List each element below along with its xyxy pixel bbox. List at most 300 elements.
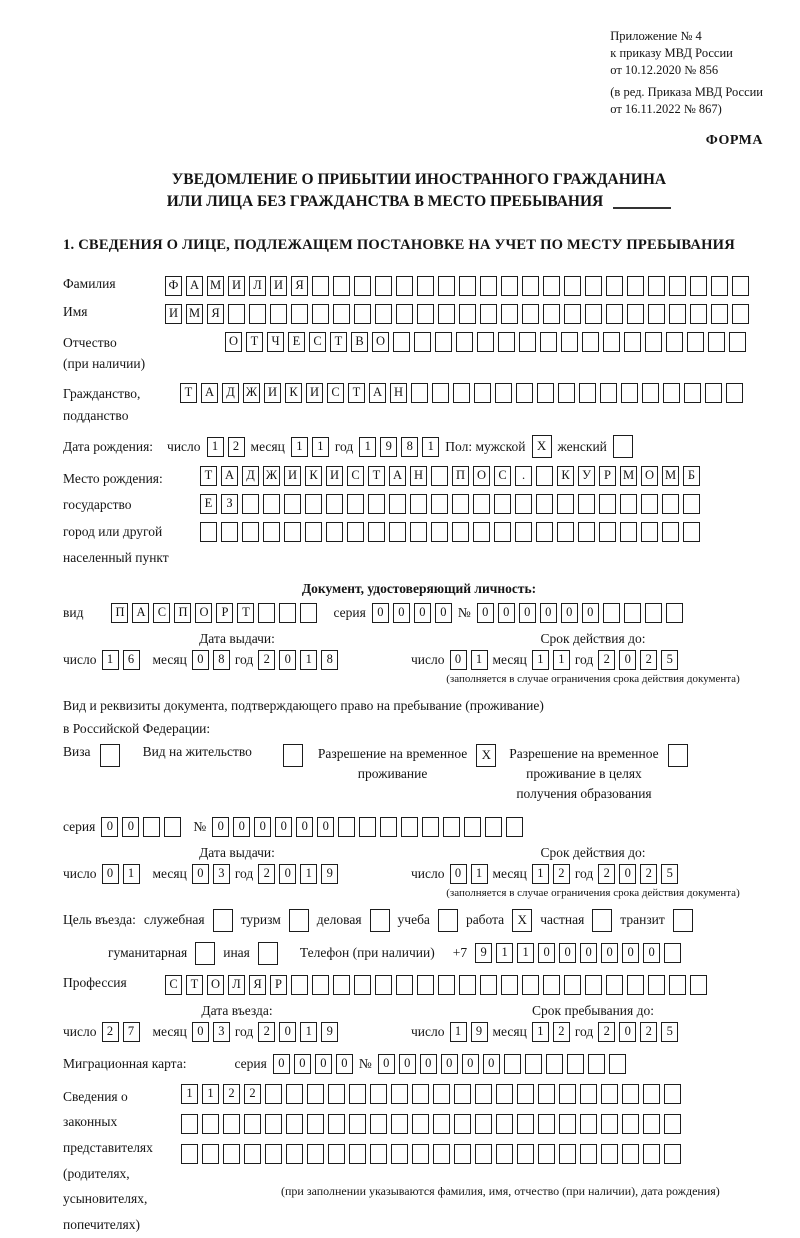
char-cell[interactable] <box>375 276 392 296</box>
char-cell[interactable] <box>501 975 518 995</box>
char-cell[interactable]: 1 <box>300 650 317 670</box>
char-cell[interactable]: И <box>165 304 182 324</box>
char-cell[interactable]: О <box>473 466 490 486</box>
char-cell[interactable] <box>579 383 596 403</box>
char-cell[interactable] <box>564 975 581 995</box>
char-cell[interactable] <box>627 276 644 296</box>
char-cell[interactable] <box>485 817 502 837</box>
char-cell[interactable] <box>223 1114 240 1134</box>
char-cell[interactable]: 0 <box>450 650 467 670</box>
char-cell[interactable]: 0 <box>450 864 467 884</box>
char-cell[interactable] <box>522 276 539 296</box>
char-cell[interactable]: Ж <box>263 466 280 486</box>
char-cell[interactable] <box>164 817 181 837</box>
char-cell[interactable] <box>624 332 641 352</box>
char-cell[interactable]: У <box>578 466 595 486</box>
char-cell[interactable] <box>603 332 620 352</box>
char-cell[interactable] <box>515 494 532 514</box>
char-cell[interactable]: 0 <box>315 1054 332 1074</box>
char-cell[interactable]: 0 <box>393 603 410 623</box>
char-cell[interactable] <box>286 1114 303 1134</box>
char-cell[interactable] <box>213 909 233 932</box>
char-cell[interactable] <box>305 494 322 514</box>
char-cell[interactable] <box>501 276 518 296</box>
temporary-permit-checkbox[interactable] <box>476 744 496 767</box>
char-cell[interactable]: 0 <box>601 943 618 963</box>
char-cell[interactable] <box>368 522 385 542</box>
purpose-humanitarian-checkbox[interactable] <box>195 942 215 965</box>
char-cell[interactable] <box>391 1114 408 1134</box>
char-cell[interactable] <box>540 332 557 352</box>
char-cell[interactable] <box>401 817 418 837</box>
char-cell[interactable]: 1 <box>450 1022 467 1042</box>
char-cell[interactable] <box>684 383 701 403</box>
char-cell[interactable] <box>195 942 215 965</box>
char-cell[interactable] <box>328 1084 345 1104</box>
char-cell[interactable]: 0 <box>414 603 431 623</box>
char-cell[interactable]: 0 <box>101 817 118 837</box>
char-cell[interactable] <box>412 1144 429 1164</box>
char-cell[interactable]: М <box>186 304 203 324</box>
char-cell[interactable] <box>643 1084 660 1104</box>
char-cell[interactable] <box>588 1054 605 1074</box>
char-cell[interactable]: 5 <box>661 650 678 670</box>
char-cell[interactable]: 1 <box>471 650 488 670</box>
char-cell[interactable] <box>393 332 410 352</box>
char-cell[interactable]: 0 <box>102 864 119 884</box>
char-cell[interactable] <box>333 975 350 995</box>
char-cell[interactable] <box>354 975 371 995</box>
char-cell[interactable] <box>543 276 560 296</box>
char-cell[interactable] <box>305 522 322 542</box>
char-cell[interactable] <box>536 494 553 514</box>
char-cell[interactable]: Р <box>270 975 287 995</box>
char-cell[interactable] <box>642 383 659 403</box>
char-cell[interactable]: 0 <box>519 603 536 623</box>
char-cell[interactable]: 0 <box>192 1022 209 1042</box>
char-cell[interactable] <box>333 304 350 324</box>
char-cell[interactable] <box>627 975 644 995</box>
char-cell[interactable]: 0 <box>275 817 292 837</box>
char-cell[interactable] <box>143 817 160 837</box>
char-cell[interactable] <box>265 1084 282 1104</box>
char-cell[interactable] <box>347 494 364 514</box>
char-cell[interactable]: Е <box>200 494 217 514</box>
char-cell[interactable] <box>368 494 385 514</box>
char-cell[interactable]: С <box>309 332 326 352</box>
char-cell[interactable]: 9 <box>471 1022 488 1042</box>
char-cell[interactable] <box>559 1144 576 1164</box>
char-cell[interactable] <box>557 522 574 542</box>
char-cell[interactable] <box>606 975 623 995</box>
purpose-private-checkbox[interactable] <box>592 909 612 932</box>
char-cell[interactable] <box>599 494 616 514</box>
char-cell[interactable] <box>501 304 518 324</box>
char-cell[interactable] <box>258 942 278 965</box>
char-cell[interactable] <box>286 1084 303 1104</box>
char-cell[interactable]: Т <box>246 332 263 352</box>
char-cell[interactable] <box>431 522 448 542</box>
purpose-official-checkbox[interactable] <box>213 909 233 932</box>
char-cell[interactable] <box>506 817 523 837</box>
char-cell[interactable] <box>480 975 497 995</box>
char-cell[interactable] <box>433 1084 450 1104</box>
char-cell[interactable]: 8 <box>321 650 338 670</box>
char-cell[interactable] <box>359 817 376 837</box>
char-cell[interactable] <box>582 332 599 352</box>
char-cell[interactable] <box>708 332 725 352</box>
char-cell[interactable]: 6 <box>123 650 140 670</box>
char-cell[interactable]: Р <box>599 466 616 486</box>
char-cell[interactable]: И <box>284 466 301 486</box>
char-cell[interactable] <box>711 304 728 324</box>
char-cell[interactable] <box>347 522 364 542</box>
char-cell[interactable]: . <box>515 466 532 486</box>
char-cell[interactable] <box>519 332 536 352</box>
char-cell[interactable] <box>729 332 746 352</box>
char-cell[interactable] <box>375 304 392 324</box>
char-cell[interactable]: Н <box>410 466 427 486</box>
char-cell[interactable] <box>648 276 665 296</box>
char-cell[interactable]: 0 <box>498 603 515 623</box>
char-cell[interactable] <box>410 522 427 542</box>
char-cell[interactable]: 1 <box>181 1084 198 1104</box>
char-cell[interactable]: 0 <box>559 943 576 963</box>
char-cell[interactable]: С <box>494 466 511 486</box>
char-cell[interactable] <box>354 276 371 296</box>
char-cell[interactable] <box>433 1144 450 1164</box>
purpose-work-checkbox[interactable] <box>512 909 532 932</box>
char-cell[interactable] <box>606 304 623 324</box>
char-cell[interactable]: 0 <box>192 650 209 670</box>
char-cell[interactable] <box>726 383 743 403</box>
char-cell[interactable]: В <box>351 332 368 352</box>
char-cell[interactable]: О <box>195 603 212 623</box>
char-cell[interactable]: 2 <box>258 650 275 670</box>
char-cell[interactable] <box>389 494 406 514</box>
char-cell[interactable] <box>641 522 658 542</box>
char-cell[interactable]: 0 <box>462 1054 479 1074</box>
char-cell[interactable]: 0 <box>420 1054 437 1074</box>
char-cell[interactable]: Я <box>291 276 308 296</box>
char-cell[interactable] <box>558 383 575 403</box>
char-cell[interactable] <box>711 276 728 296</box>
char-cell[interactable]: 0 <box>296 817 313 837</box>
char-cell[interactable] <box>452 494 469 514</box>
char-cell[interactable]: П <box>452 466 469 486</box>
char-cell[interactable]: М <box>207 276 224 296</box>
char-cell[interactable] <box>515 522 532 542</box>
char-cell[interactable] <box>242 522 259 542</box>
char-cell[interactable]: 8 <box>213 650 230 670</box>
purpose-transit-checkbox[interactable] <box>673 909 693 932</box>
char-cell[interactable] <box>221 522 238 542</box>
char-cell[interactable] <box>223 1144 240 1164</box>
char-cell[interactable] <box>411 383 428 403</box>
gender-female-checkbox[interactable] <box>613 435 633 458</box>
char-cell[interactable] <box>422 817 439 837</box>
char-cell[interactable]: Д <box>222 383 239 403</box>
char-cell[interactable] <box>620 522 637 542</box>
char-cell[interactable]: А <box>132 603 149 623</box>
char-cell[interactable] <box>333 276 350 296</box>
char-cell[interactable]: 0 <box>254 817 271 837</box>
char-cell[interactable] <box>622 1114 639 1134</box>
char-cell[interactable] <box>613 435 633 458</box>
char-cell[interactable] <box>543 975 560 995</box>
char-cell[interactable] <box>705 383 722 403</box>
char-cell[interactable]: Ж <box>243 383 260 403</box>
char-cell[interactable]: 9 <box>380 437 397 457</box>
char-cell[interactable]: 0 <box>279 650 296 670</box>
char-cell[interactable]: 0 <box>378 1054 395 1074</box>
char-cell[interactable]: 0 <box>212 817 229 837</box>
char-cell[interactable]: А <box>221 466 238 486</box>
char-cell[interactable]: 7 <box>123 1022 140 1042</box>
char-cell[interactable]: О <box>372 332 389 352</box>
char-cell[interactable]: С <box>327 383 344 403</box>
char-cell[interactable]: 1 <box>422 437 439 457</box>
char-cell[interactable] <box>181 1114 198 1134</box>
char-cell[interactable]: 0 <box>279 864 296 884</box>
education-permit-checkbox[interactable] <box>668 744 688 767</box>
char-cell[interactable]: 0 <box>540 603 557 623</box>
char-cell[interactable]: Д <box>242 466 259 486</box>
char-cell[interactable]: 0 <box>441 1054 458 1074</box>
char-cell[interactable]: Т <box>200 466 217 486</box>
char-cell[interactable] <box>326 522 343 542</box>
char-cell[interactable]: 2 <box>553 1022 570 1042</box>
char-cell[interactable] <box>666 332 683 352</box>
char-cell[interactable] <box>326 494 343 514</box>
char-cell[interactable] <box>496 1084 513 1104</box>
char-cell[interactable] <box>536 522 553 542</box>
char-cell[interactable] <box>669 975 686 995</box>
char-cell[interactable] <box>578 494 595 514</box>
char-cell[interactable] <box>380 817 397 837</box>
char-cell[interactable]: 0 <box>233 817 250 837</box>
char-cell[interactable] <box>585 276 602 296</box>
char-cell[interactable] <box>664 1144 681 1164</box>
char-cell[interactable] <box>648 975 665 995</box>
char-cell[interactable]: 2 <box>598 1022 615 1042</box>
char-cell[interactable] <box>690 975 707 995</box>
char-cell[interactable]: 1 <box>532 864 549 884</box>
char-cell[interactable]: 0 <box>399 1054 416 1074</box>
char-cell[interactable] <box>666 603 683 623</box>
char-cell[interactable]: М <box>620 466 637 486</box>
char-cell[interactable] <box>580 1144 597 1164</box>
char-cell[interactable] <box>459 304 476 324</box>
purpose-business-checkbox[interactable] <box>370 909 390 932</box>
char-cell[interactable]: 0 <box>619 1022 636 1042</box>
char-cell[interactable]: 1 <box>291 437 308 457</box>
char-cell[interactable] <box>454 1084 471 1104</box>
char-cell[interactable] <box>417 304 434 324</box>
char-cell[interactable] <box>289 909 309 932</box>
char-cell[interactable] <box>279 603 296 623</box>
char-cell[interactable] <box>498 332 515 352</box>
char-cell[interactable] <box>732 276 749 296</box>
char-cell[interactable] <box>202 1144 219 1164</box>
char-cell[interactable] <box>452 522 469 542</box>
char-cell[interactable]: 3 <box>213 1022 230 1042</box>
char-cell[interactable]: X <box>512 909 532 932</box>
char-cell[interactable] <box>375 975 392 995</box>
char-cell[interactable] <box>258 603 275 623</box>
char-cell[interactable] <box>338 817 355 837</box>
visa-checkbox[interactable] <box>100 744 120 767</box>
char-cell[interactable]: Ф <box>165 276 182 296</box>
char-cell[interactable]: 0 <box>619 650 636 670</box>
char-cell[interactable] <box>391 1144 408 1164</box>
char-cell[interactable]: 1 <box>300 864 317 884</box>
residence-permit-checkbox[interactable] <box>283 744 303 767</box>
char-cell[interactable] <box>627 304 644 324</box>
char-cell[interactable] <box>496 1114 513 1134</box>
char-cell[interactable]: 0 <box>619 864 636 884</box>
char-cell[interactable] <box>645 603 662 623</box>
char-cell[interactable] <box>525 1054 542 1074</box>
char-cell[interactable] <box>438 909 458 932</box>
char-cell[interactable]: 0 <box>580 943 597 963</box>
char-cell[interactable]: 1 <box>102 650 119 670</box>
char-cell[interactable] <box>228 304 245 324</box>
char-cell[interactable] <box>200 522 217 542</box>
char-cell[interactable] <box>242 494 259 514</box>
char-cell[interactable] <box>433 1114 450 1134</box>
char-cell[interactable] <box>546 1054 563 1074</box>
char-cell[interactable]: И <box>264 383 281 403</box>
char-cell[interactable]: К <box>557 466 574 486</box>
char-cell[interactable]: Е <box>288 332 305 352</box>
char-cell[interactable] <box>517 1144 534 1164</box>
char-cell[interactable] <box>609 1054 626 1074</box>
char-cell[interactable]: 9 <box>321 1022 338 1042</box>
char-cell[interactable] <box>473 522 490 542</box>
char-cell[interactable]: С <box>347 466 364 486</box>
char-cell[interactable]: 1 <box>532 650 549 670</box>
char-cell[interactable] <box>438 304 455 324</box>
char-cell[interactable] <box>683 522 700 542</box>
char-cell[interactable] <box>601 1084 618 1104</box>
char-cell[interactable]: И <box>326 466 343 486</box>
char-cell[interactable]: 1 <box>207 437 224 457</box>
char-cell[interactable] <box>370 1144 387 1164</box>
char-cell[interactable] <box>307 1144 324 1164</box>
char-cell[interactable] <box>564 304 581 324</box>
char-cell[interactable] <box>643 1144 660 1164</box>
char-cell[interactable] <box>495 383 512 403</box>
char-cell[interactable]: 2 <box>553 864 570 884</box>
char-cell[interactable] <box>283 744 303 767</box>
char-cell[interactable]: 0 <box>122 817 139 837</box>
char-cell[interactable] <box>412 1114 429 1134</box>
char-cell[interactable]: М <box>662 466 679 486</box>
char-cell[interactable] <box>690 304 707 324</box>
char-cell[interactable]: 2 <box>223 1084 240 1104</box>
char-cell[interactable] <box>100 744 120 767</box>
char-cell[interactable]: К <box>305 466 322 486</box>
char-cell[interactable]: 1 <box>532 1022 549 1042</box>
char-cell[interactable] <box>328 1114 345 1134</box>
char-cell[interactable]: 1 <box>359 437 376 457</box>
char-cell[interactable] <box>349 1084 366 1104</box>
char-cell[interactable] <box>396 276 413 296</box>
char-cell[interactable]: 0 <box>561 603 578 623</box>
char-cell[interactable] <box>663 383 680 403</box>
char-cell[interactable] <box>475 1114 492 1134</box>
char-cell[interactable] <box>354 304 371 324</box>
char-cell[interactable]: X <box>476 744 496 767</box>
char-cell[interactable] <box>202 1114 219 1134</box>
char-cell[interactable] <box>494 522 511 542</box>
char-cell[interactable] <box>578 522 595 542</box>
char-cell[interactable] <box>517 1114 534 1134</box>
char-cell[interactable] <box>673 909 693 932</box>
char-cell[interactable]: 2 <box>102 1022 119 1042</box>
char-cell[interactable] <box>389 522 406 542</box>
char-cell[interactable]: 0 <box>273 1054 290 1074</box>
char-cell[interactable] <box>307 1114 324 1134</box>
char-cell[interactable] <box>580 1114 597 1134</box>
char-cell[interactable] <box>312 276 329 296</box>
char-cell[interactable]: Т <box>348 383 365 403</box>
char-cell[interactable]: Б <box>683 466 700 486</box>
char-cell[interactable] <box>648 304 665 324</box>
char-cell[interactable] <box>438 276 455 296</box>
char-cell[interactable] <box>435 332 452 352</box>
char-cell[interactable]: 1 <box>496 943 513 963</box>
char-cell[interactable] <box>621 383 638 403</box>
char-cell[interactable] <box>603 603 620 623</box>
char-cell[interactable]: А <box>201 383 218 403</box>
char-cell[interactable]: X <box>532 435 552 458</box>
char-cell[interactable] <box>669 276 686 296</box>
char-cell[interactable] <box>396 975 413 995</box>
char-cell[interactable] <box>453 383 470 403</box>
char-cell[interactable]: 1 <box>202 1084 219 1104</box>
char-cell[interactable] <box>480 304 497 324</box>
char-cell[interactable] <box>538 1144 555 1164</box>
char-cell[interactable] <box>606 276 623 296</box>
char-cell[interactable]: А <box>389 466 406 486</box>
char-cell[interactable]: 8 <box>401 437 418 457</box>
char-cell[interactable]: О <box>641 466 658 486</box>
char-cell[interactable]: 9 <box>475 943 492 963</box>
char-cell[interactable]: 1 <box>517 943 534 963</box>
char-cell[interactable] <box>620 494 637 514</box>
char-cell[interactable] <box>517 1084 534 1104</box>
char-cell[interactable] <box>431 494 448 514</box>
char-cell[interactable] <box>244 1114 261 1134</box>
char-cell[interactable]: 0 <box>372 603 389 623</box>
char-cell[interactable]: Н <box>390 383 407 403</box>
char-cell[interactable]: 2 <box>598 650 615 670</box>
char-cell[interactable] <box>396 304 413 324</box>
char-cell[interactable]: Т <box>180 383 197 403</box>
char-cell[interactable] <box>480 276 497 296</box>
char-cell[interactable]: 1 <box>312 437 329 457</box>
char-cell[interactable]: 0 <box>336 1054 353 1074</box>
char-cell[interactable] <box>370 909 390 932</box>
char-cell[interactable]: 0 <box>477 603 494 623</box>
char-cell[interactable]: 2 <box>244 1084 261 1104</box>
char-cell[interactable] <box>664 1114 681 1134</box>
char-cell[interactable]: 2 <box>640 650 657 670</box>
char-cell[interactable] <box>291 304 308 324</box>
char-cell[interactable] <box>284 522 301 542</box>
